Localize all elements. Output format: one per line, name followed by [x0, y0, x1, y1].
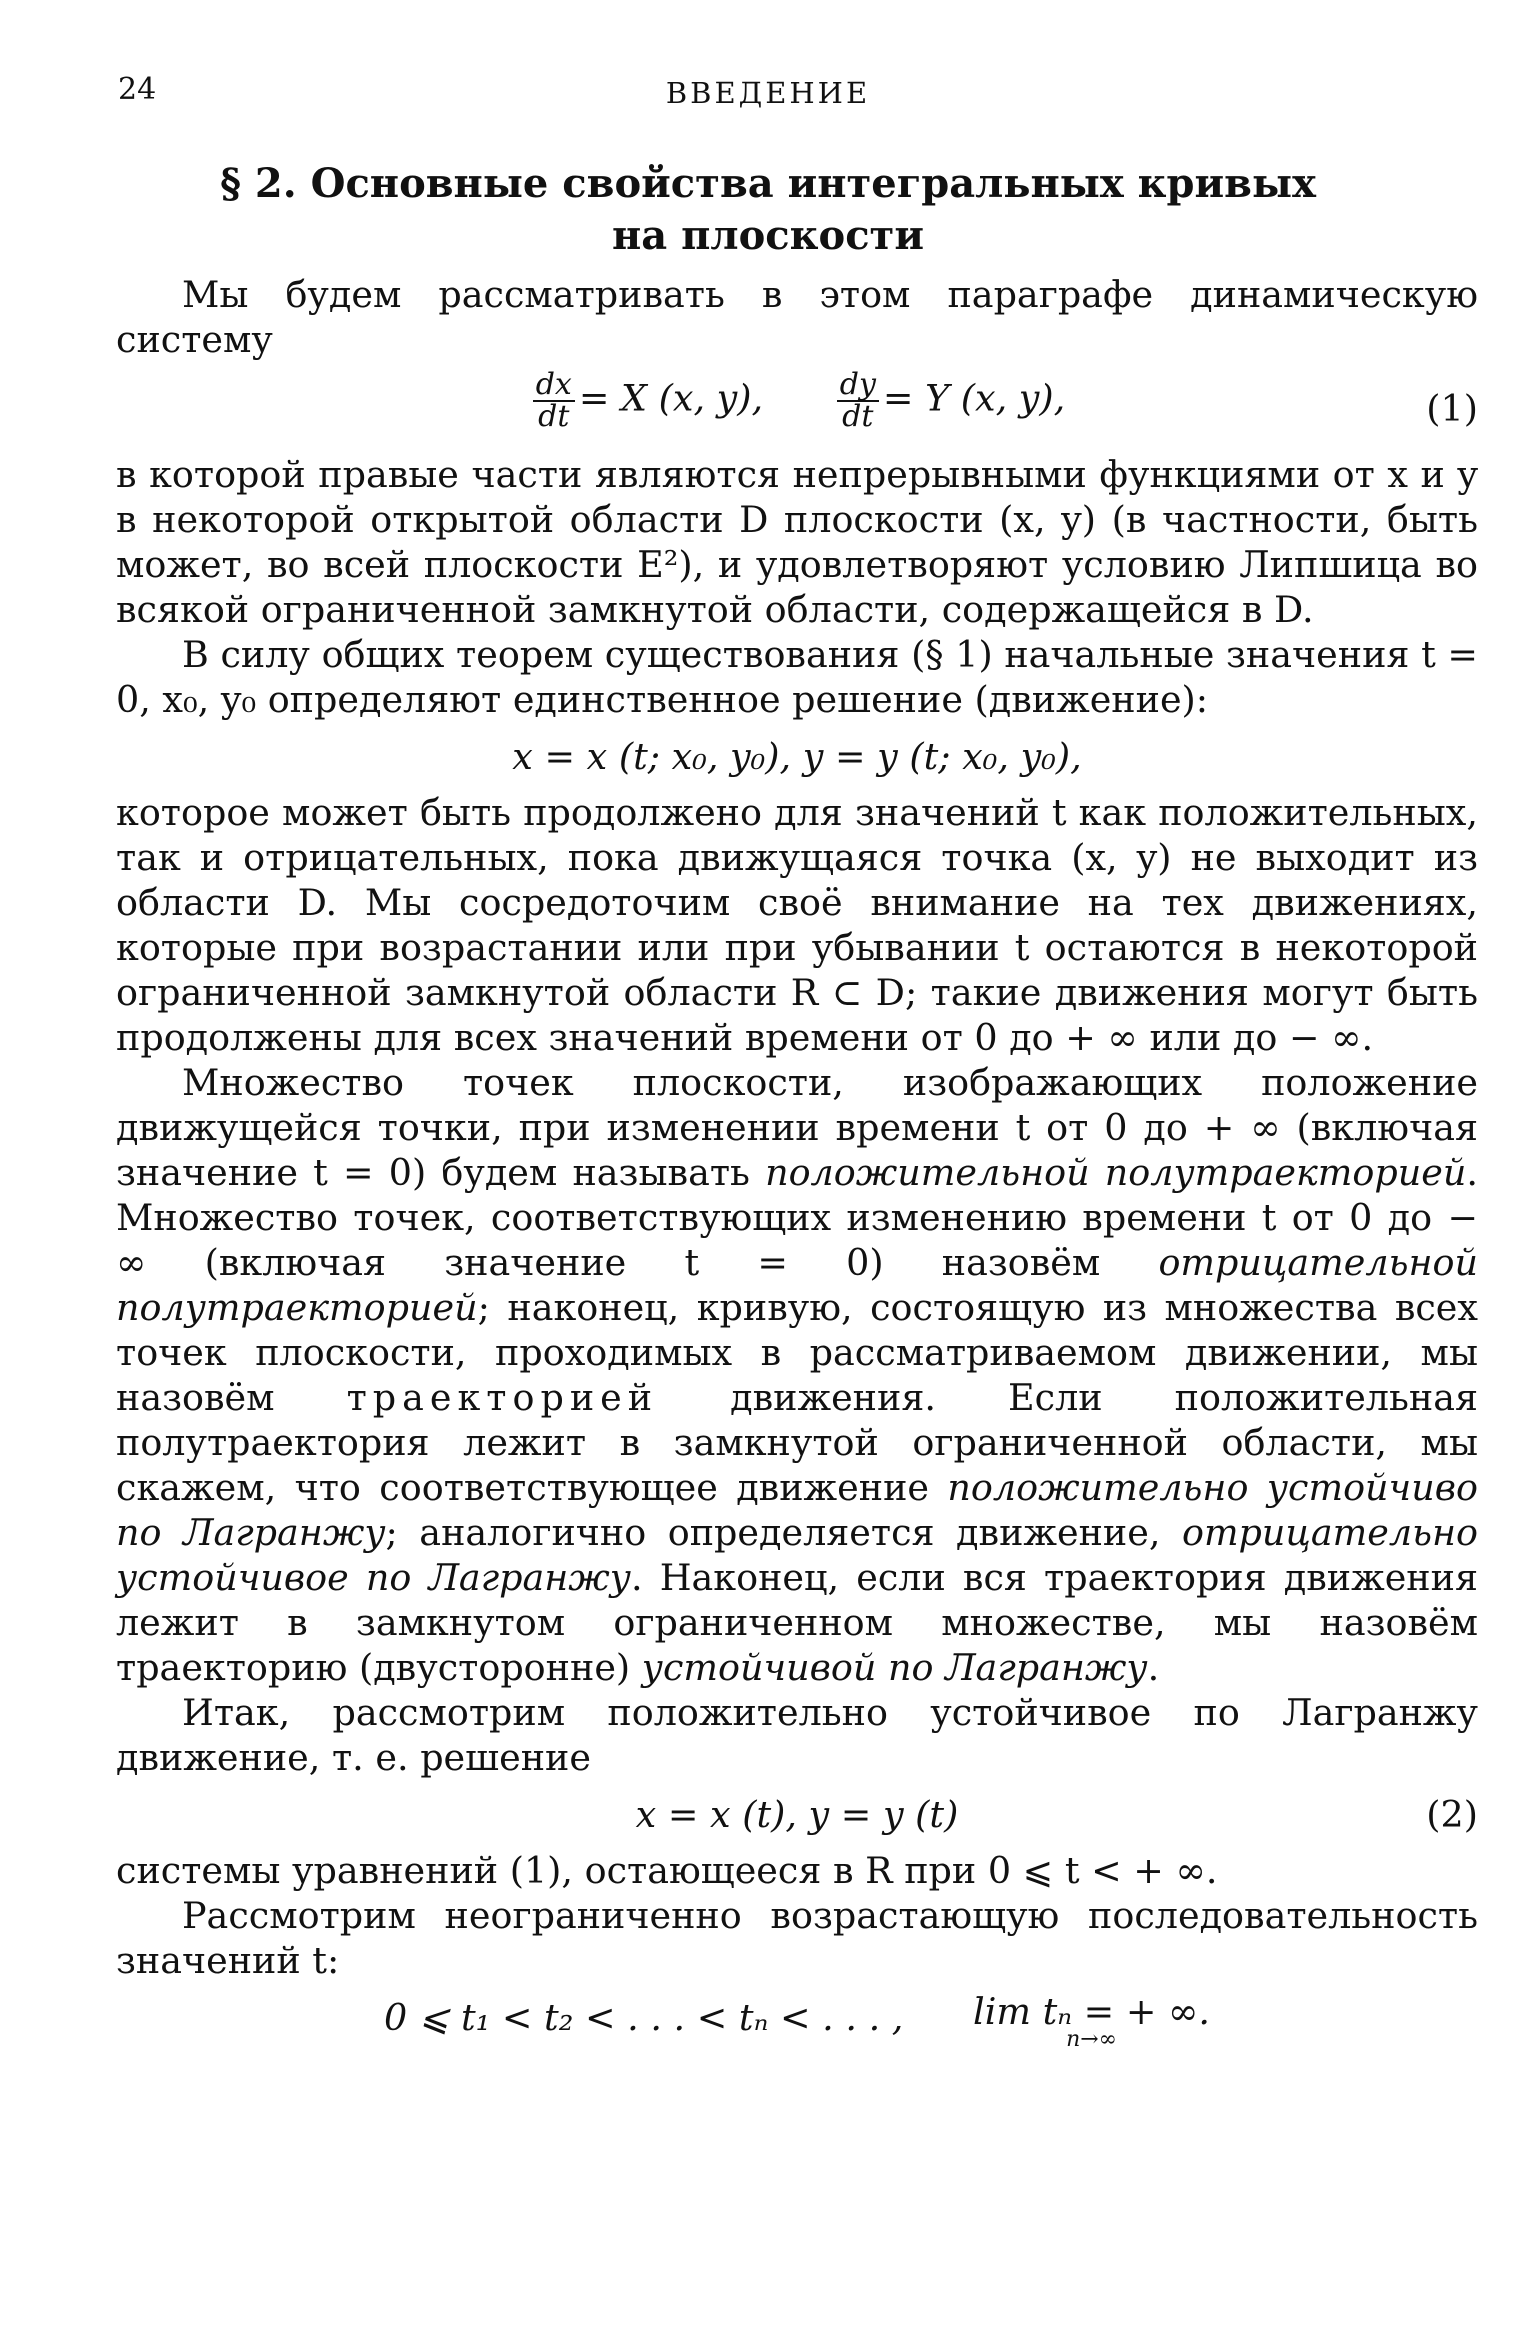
text-body — [116, 272, 1478, 2063]
equation-3-sequence: 0 ⩽ t₁ < t₂ < . . . < tₙ < . . . , — [383, 1996, 904, 2039]
term-lagrange-stable: устойчивой по Лагранжу — [641, 1646, 1148, 1689]
paragraph-2: в которой правые части являются непрерывными функциями от x и y в некоторой открытой области D плоскости (x, y) (в частности, быть может, во всей плоскости E²), и удовлетворяют условию Липшица во всякой ограниченной замкнутой области, содержащейся в D. — [116, 453, 1478, 631]
equation-3 — [116, 1989, 1478, 2059]
page-number: 24 — [118, 72, 157, 107]
fraction-dy-dt: $\frac{dy}{dt}$ — [837, 370, 879, 432]
paragraph-5: Множество точек плоскости, изображающих положение движущейся точки, при изменении времени t от 0 до + ∞ (включая значение t = 0) будем называть положительной полутраекторией. Множество точек, соответствующих изменению времени t от 0 до − ∞ (включая значение t = 0) назовём отрицательной полутраекторией; наконец, кривую, состоящую из множества всех точек плоскости, проходимых в рассматриваемом движении, мы назовём траекторией движения. Если положительная полутраектория лежит в замкнутой ограниченной области, мы скажем, что соответствующее движение положительно устойчиво по Лагранжу; аналогично определяется движение, отрицательно устойчивое по Лагранжу. Наконец, если вся траектория движения лежит в замкнутом ограниченном множестве, мы назовём траекторию (двусторонне) устойчивой по Лагранжу. — [116, 1061, 1478, 1689]
equation-solution: x = x (t; x₀, y₀), y = y (t; x₀, y₀), — [512, 735, 1082, 778]
paragraph-7: системы уравнений (1), остающееся в R при 0 ⩽ t < + ∞. — [116, 1849, 1218, 1892]
term-negative-semitrajectory: отрицательной полутраекторией — [116, 1241, 1478, 1329]
section-title — [150, 158, 1386, 262]
equation-1-number: (1) — [1426, 387, 1478, 430]
paragraph-1: Мы будем рассматривать в этом параграфе динамическую систему — [116, 273, 1478, 361]
term-trajectory: траекторией — [346, 1376, 659, 1419]
section-title-line1: § 2. Основные свойства интегральных кривых — [220, 160, 1316, 207]
paragraph-6: Итак, рассмотрим положительно устойчивое по Лагранжу движение, т. е. решение — [116, 1691, 1478, 1779]
fraction-dx-dt: $\frac{dx}{dt}$ — [533, 370, 575, 432]
equation-1-rhs1: = X (x, y), — [578, 376, 764, 420]
equation-1 — [116, 368, 1478, 448]
paragraph-8: Рассмотрим неограниченно возрастающую последовательность значений t: — [116, 1894, 1478, 1982]
term-positive-lagrange: положительно устойчиво по Лагранжу — [116, 1466, 1478, 1554]
equation-1-rhs2: = Y (x, y), — [882, 376, 1066, 420]
section-title-line2: на плоскости — [611, 212, 924, 259]
equation-3-limit: lim tₙ = + ∞. n→∞ — [973, 1990, 1211, 2052]
term-positive-semitrajectory: положительной полутраекторией — [765, 1151, 1467, 1194]
equation-2: x = x (t), y = y (t) (2) — [635, 1793, 1478, 1836]
running-head: ВВЕДЕНИЕ — [665, 76, 871, 110]
term-negative-lagrange: отрицательно устойчивое по Лагранжу — [116, 1511, 1478, 1599]
paragraph-4: которое может быть продолжено для значений t как положительных, так и отрицательных, пока движущаяся точка (x, y) не выходит из области D. Мы сосредоточим своё внимание на тех движениях, которые при возрастании или при убывании t остаются в некоторой ограниченной замкнутой области R ⊂ D; такие движения могут быть продолжены для всех значений времени от 0 до + ∞ или до − ∞. — [116, 791, 1478, 1059]
paragraph-3: В силу общих теорем существования (§ 1) начальные значения t = 0, x₀, y₀ определяют единственное решение (движение): — [116, 633, 1478, 721]
equation-2-number: (2) — [1426, 1793, 1478, 1836]
